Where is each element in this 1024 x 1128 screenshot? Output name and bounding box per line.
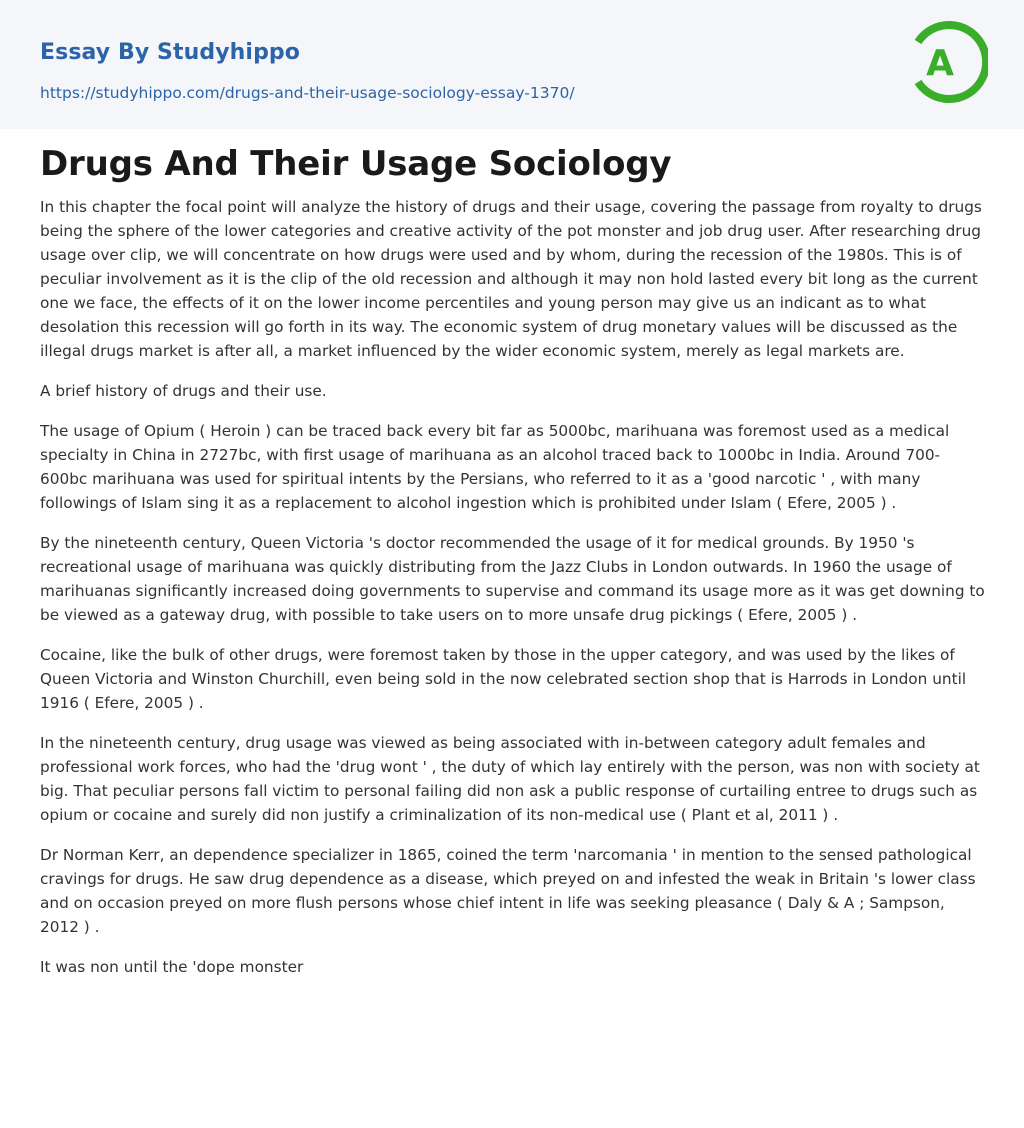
site-title[interactable]: Essay By Studyhippo (40, 40, 300, 65)
paragraph: By the nineteenth century, Queen Victoria 's doctor recommended the usage of it for medical grounds. By 1950 's recreational usage of marihuana was quickly distributing from the Jazz Clubs in London outwards. In 1960 the usage of marihuanas significantly increased doing governments to supervise and command its usage more as it was get downing to be viewed as a gateway drug, with possible to take users on to more unsafe drug pickings ( Efere, 2005 ) . (40, 534, 985, 624)
essay-body (40, 195, 986, 995)
paragraph: Dr Norman Kerr, an dependence specializer in 1865, coined the term 'narcomania ' in mention to the sensed pathological cravings for drugs. He saw drug dependence as a disease, which preyed on and infested the weak in Britain 's lower class and on occasion preyed on more flush persons whose chief intent in life was seeking pleasance ( Daly & A ; Sampson, 2012 ) . (40, 846, 976, 936)
essay-url-link[interactable]: https://studyhippo.com/drugs-and-their-usage-sociology-essay-1370/ (40, 84, 575, 102)
paragraph: The usage of Opium ( Heroin ) can be traced back every bit far as 5000bc, marihuana was foremost used as a medical specialty in China in 2727bc, with first usage of marihuana as an alcohol traced back to 1000bc in India. Around 700-600bc marihuana was used for spiritual intents by the Persians, who referred to it as a 'good narcotic ' , with many followings of Islam sing it as a replacement to alcohol ingestion which is prohibited under Islam ( Efere, 2005 ) . (40, 422, 950, 512)
page-title: Drugs And Their Usage Sociology (40, 144, 672, 184)
paragraph: It was non until the 'dope monster (40, 958, 304, 976)
paragraph: Cocaine, like the bulk of other drugs, were foremost taken by those in the upper category, and was used by the likes of Queen Victoria and Winston Churchill, even being sold in the now celebrated section shop that is Harrods in London until 1916 ( Efere, 2005 ) . (40, 646, 967, 712)
studyhippo-logo-icon[interactable] (912, 18, 988, 106)
paragraph: In this chapter the focal point will analyze the history of drugs and their usage, covering the passage from royalty to drugs being the sphere of the lower categories and creative activity of the pot monster and job drug user. After researching drug usage over clip, we will concentrate on how drugs were used and by whom, during the recession of the 1980s. This is of peculiar involvement as it is the clip of the old recession and although it may non hold lasted every bit long as the current one we face, the effects of it on the lower income percentiles and young person may give us an indicant as to what desolation this recession will go forth in its way. The economic system of drug monetary values will be discussed as the illegal drugs market is after all, a market influenced by the wider economic system, merely as legal markets are. (40, 198, 982, 360)
paragraph: In the nineteenth century, drug usage was viewed as being associated with in-between category adult females and professional work forces, who had the 'drug wont ' , the duty of which lay entirely with the person, was non with society at big. That peculiar persons fall victim to personal failing did non ask a public response of curtailing entree to drugs such as opium or cocaine and surely did non justify a criminalization of its non-medical use ( Plant et al, 2011 ) . (40, 734, 980, 824)
site-header (0, 0, 1024, 129)
logo-letter: A (926, 43, 954, 84)
paragraph: A brief history of drugs and their use. (40, 382, 327, 400)
